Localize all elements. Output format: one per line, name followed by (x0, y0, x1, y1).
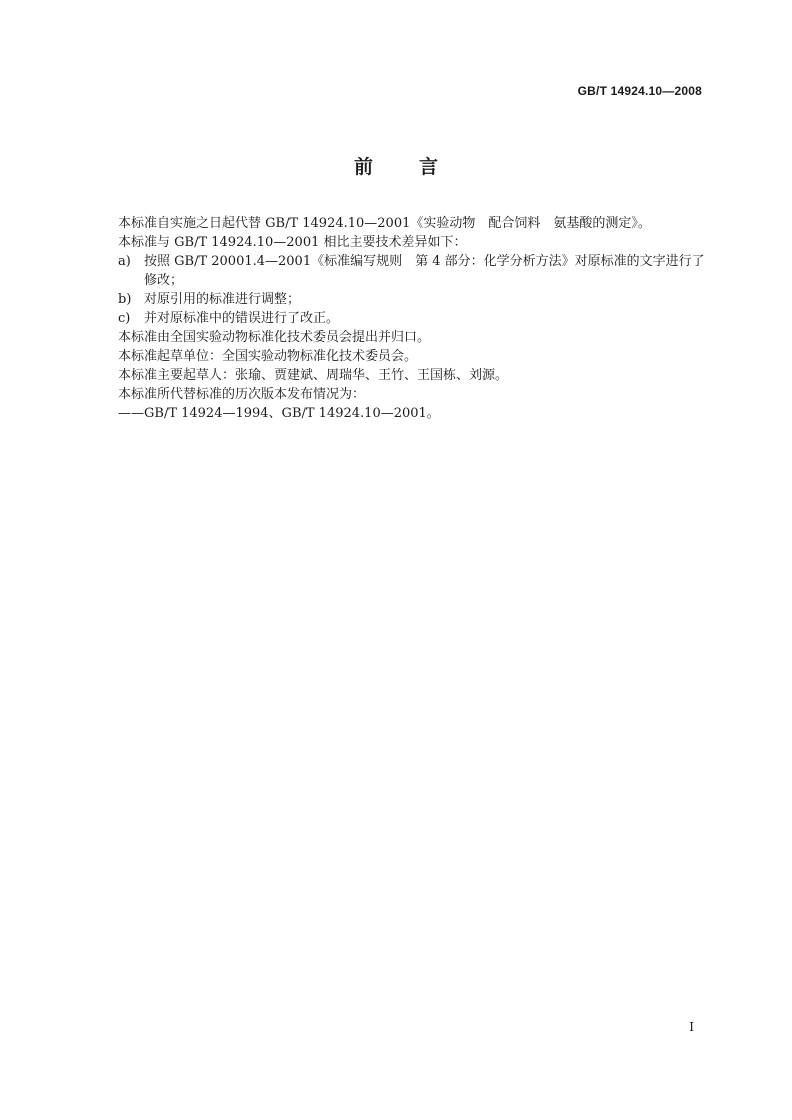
standard-code: GB/T 14924.10—2008 (577, 84, 702, 98)
paragraph-history-intro: 本标准所代替标准的历次版本发布情况为： (118, 387, 366, 402)
list-item-text: 按照 GB/T 20001.4—2001《标准编写规则 第 4 部分：化学分析方法》对原标准的文字进行了修改； (144, 254, 705, 288)
list-item (118, 309, 708, 328)
list-marker: a) (118, 254, 131, 269)
list-item (118, 252, 708, 290)
paragraph-replacement: 本标准自实施之日起代替 GB/T 14924.10—2001《实验动物 配合饲料 氨基酸的测定》。 (118, 216, 651, 231)
list-item-text: 对原引用的标准进行调整； (144, 292, 301, 307)
page-title: 前言 (353, 156, 484, 178)
paragraph-drafting-unit: 本标准起草单位：全国实验动物标准化技术委员会。 (118, 349, 418, 364)
list-marker: c) (118, 311, 131, 326)
list-marker: b) (118, 292, 132, 307)
page-number: I (689, 1020, 694, 1034)
list-item (118, 290, 708, 309)
document-body (118, 214, 708, 423)
paragraph-proposer: 本标准由全国实验动物标准化技术委员会提出并归口。 (118, 330, 431, 345)
paragraph-differences-intro: 本标准与 GB/T 14924.10—2001 相比主要技术差异如下： (118, 235, 467, 250)
list-item-text: 并对原标准中的错误进行了改正。 (144, 311, 340, 326)
paragraph-drafters: 本标准主要起草人：张瑜、贾建斌、周瑞华、王竹、王国栋、刘源。 (118, 368, 509, 383)
paragraph-history-list: ——GB/T 14924—1994、GB/T 14924.10—2001。 (118, 406, 440, 421)
